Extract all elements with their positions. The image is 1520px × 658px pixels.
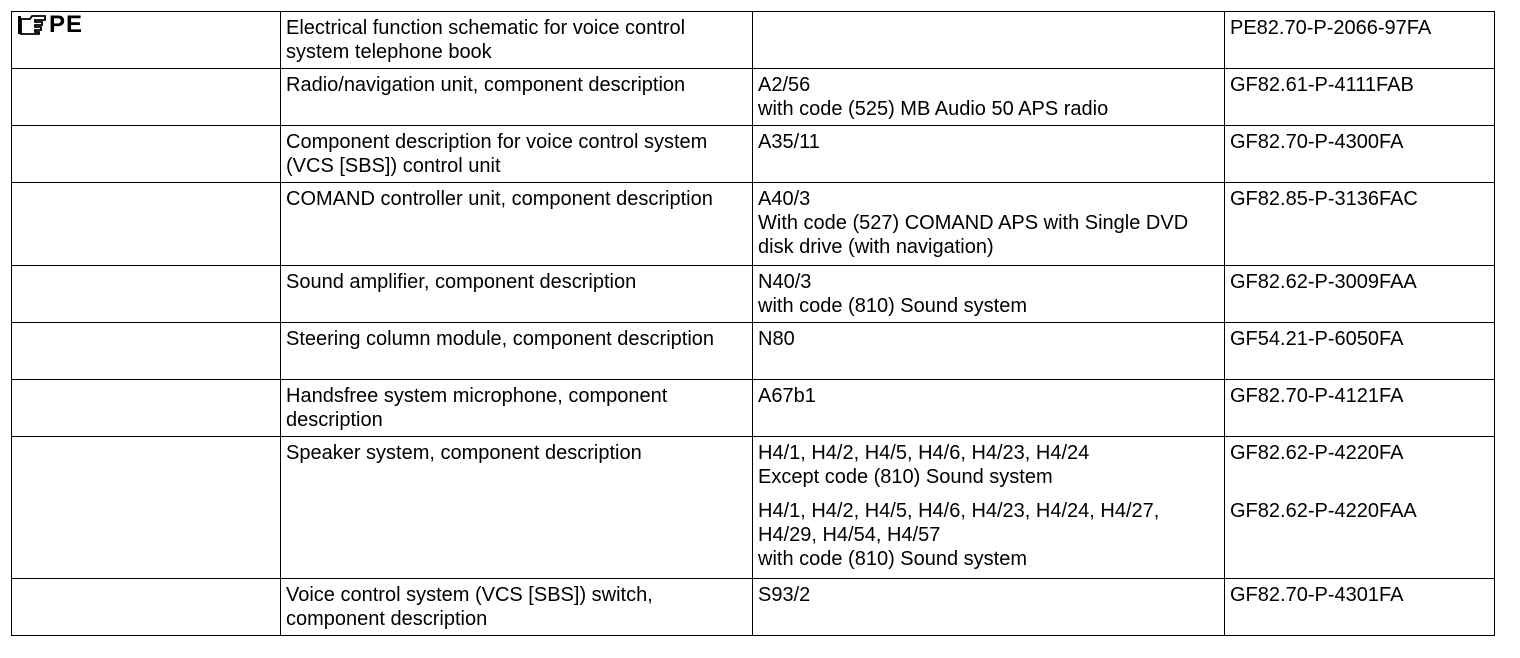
table-row [12, 266, 1495, 323]
row-code: N80 [753, 323, 1225, 380]
row-description: Radio/navigation unit, component description [281, 69, 753, 126]
row-code: A67b1 [753, 380, 1225, 437]
header-empty-cell [753, 12, 1225, 69]
row-description: Component description for voice control system (VCS [SBS]) control unit [281, 126, 753, 183]
component-reference-table [11, 11, 1495, 636]
row-ref: GF82.62-P-4220FA GF82.62-P-4220FAA [1225, 437, 1495, 579]
pointing-hand-icon [17, 14, 47, 36]
table-row [12, 183, 1495, 266]
table-row [12, 380, 1495, 437]
header-title: Electrical function schematic for voice control system telephone book [281, 12, 753, 69]
table-row [12, 69, 1495, 126]
row-ref: GF82.70-P-4301FA [1225, 579, 1495, 636]
row-ref: GF82.61-P-4111FAB [1225, 69, 1495, 126]
row-code: A35/11 [753, 126, 1225, 183]
row-code: S93/2 [753, 579, 1225, 636]
row-ref: GF54.21-P-6050FA [1225, 323, 1495, 380]
row-description: Handsfree system microphone, component description [281, 380, 753, 437]
pe-cell [12, 12, 281, 69]
table-row [12, 579, 1495, 636]
pe-tag-label: PE [49, 11, 84, 38]
table-row [12, 437, 1495, 579]
row-ref: GF82.62-P-3009FAA [1225, 266, 1495, 323]
row-code: N40/3 with code (810) Sound system [753, 266, 1225, 323]
table-row [12, 126, 1495, 183]
row-ref: GF82.85-P-3136FAC [1225, 183, 1495, 266]
row-ref: GF82.70-P-4121FA [1225, 380, 1495, 437]
row-description: Speaker system, component description [281, 437, 753, 579]
row-description: COMAND controller unit, component description [281, 183, 753, 266]
row-description: Voice control system (VCS [SBS]) switch, component description [281, 579, 753, 636]
row-code: A40/3 With code (527) COMAND APS with Single DVD disk drive (with navigation) [753, 183, 1225, 266]
row-code: H4/1, H4/2, H4/5, H4/6, H4/23, H4/24 Except code (810) Sound system H4/1, H4/2, H4/5, H4/6, H4/23, H4/24, H4/27, H4/29, H4/54, H4/57 with code (810) Sound system [753, 437, 1225, 579]
row-description: Sound amplifier, component description [281, 266, 753, 323]
row-description: Steering column module, component description [281, 323, 753, 380]
table-row-header [12, 12, 1495, 69]
row-code: A2/56 with code (525) MB Audio 50 APS radio [753, 69, 1225, 126]
table-row [12, 323, 1495, 380]
row-ref: GF82.70-P-4300FA [1225, 126, 1495, 183]
header-ref: PE82.70-P-2066-97FA [1225, 12, 1495, 69]
